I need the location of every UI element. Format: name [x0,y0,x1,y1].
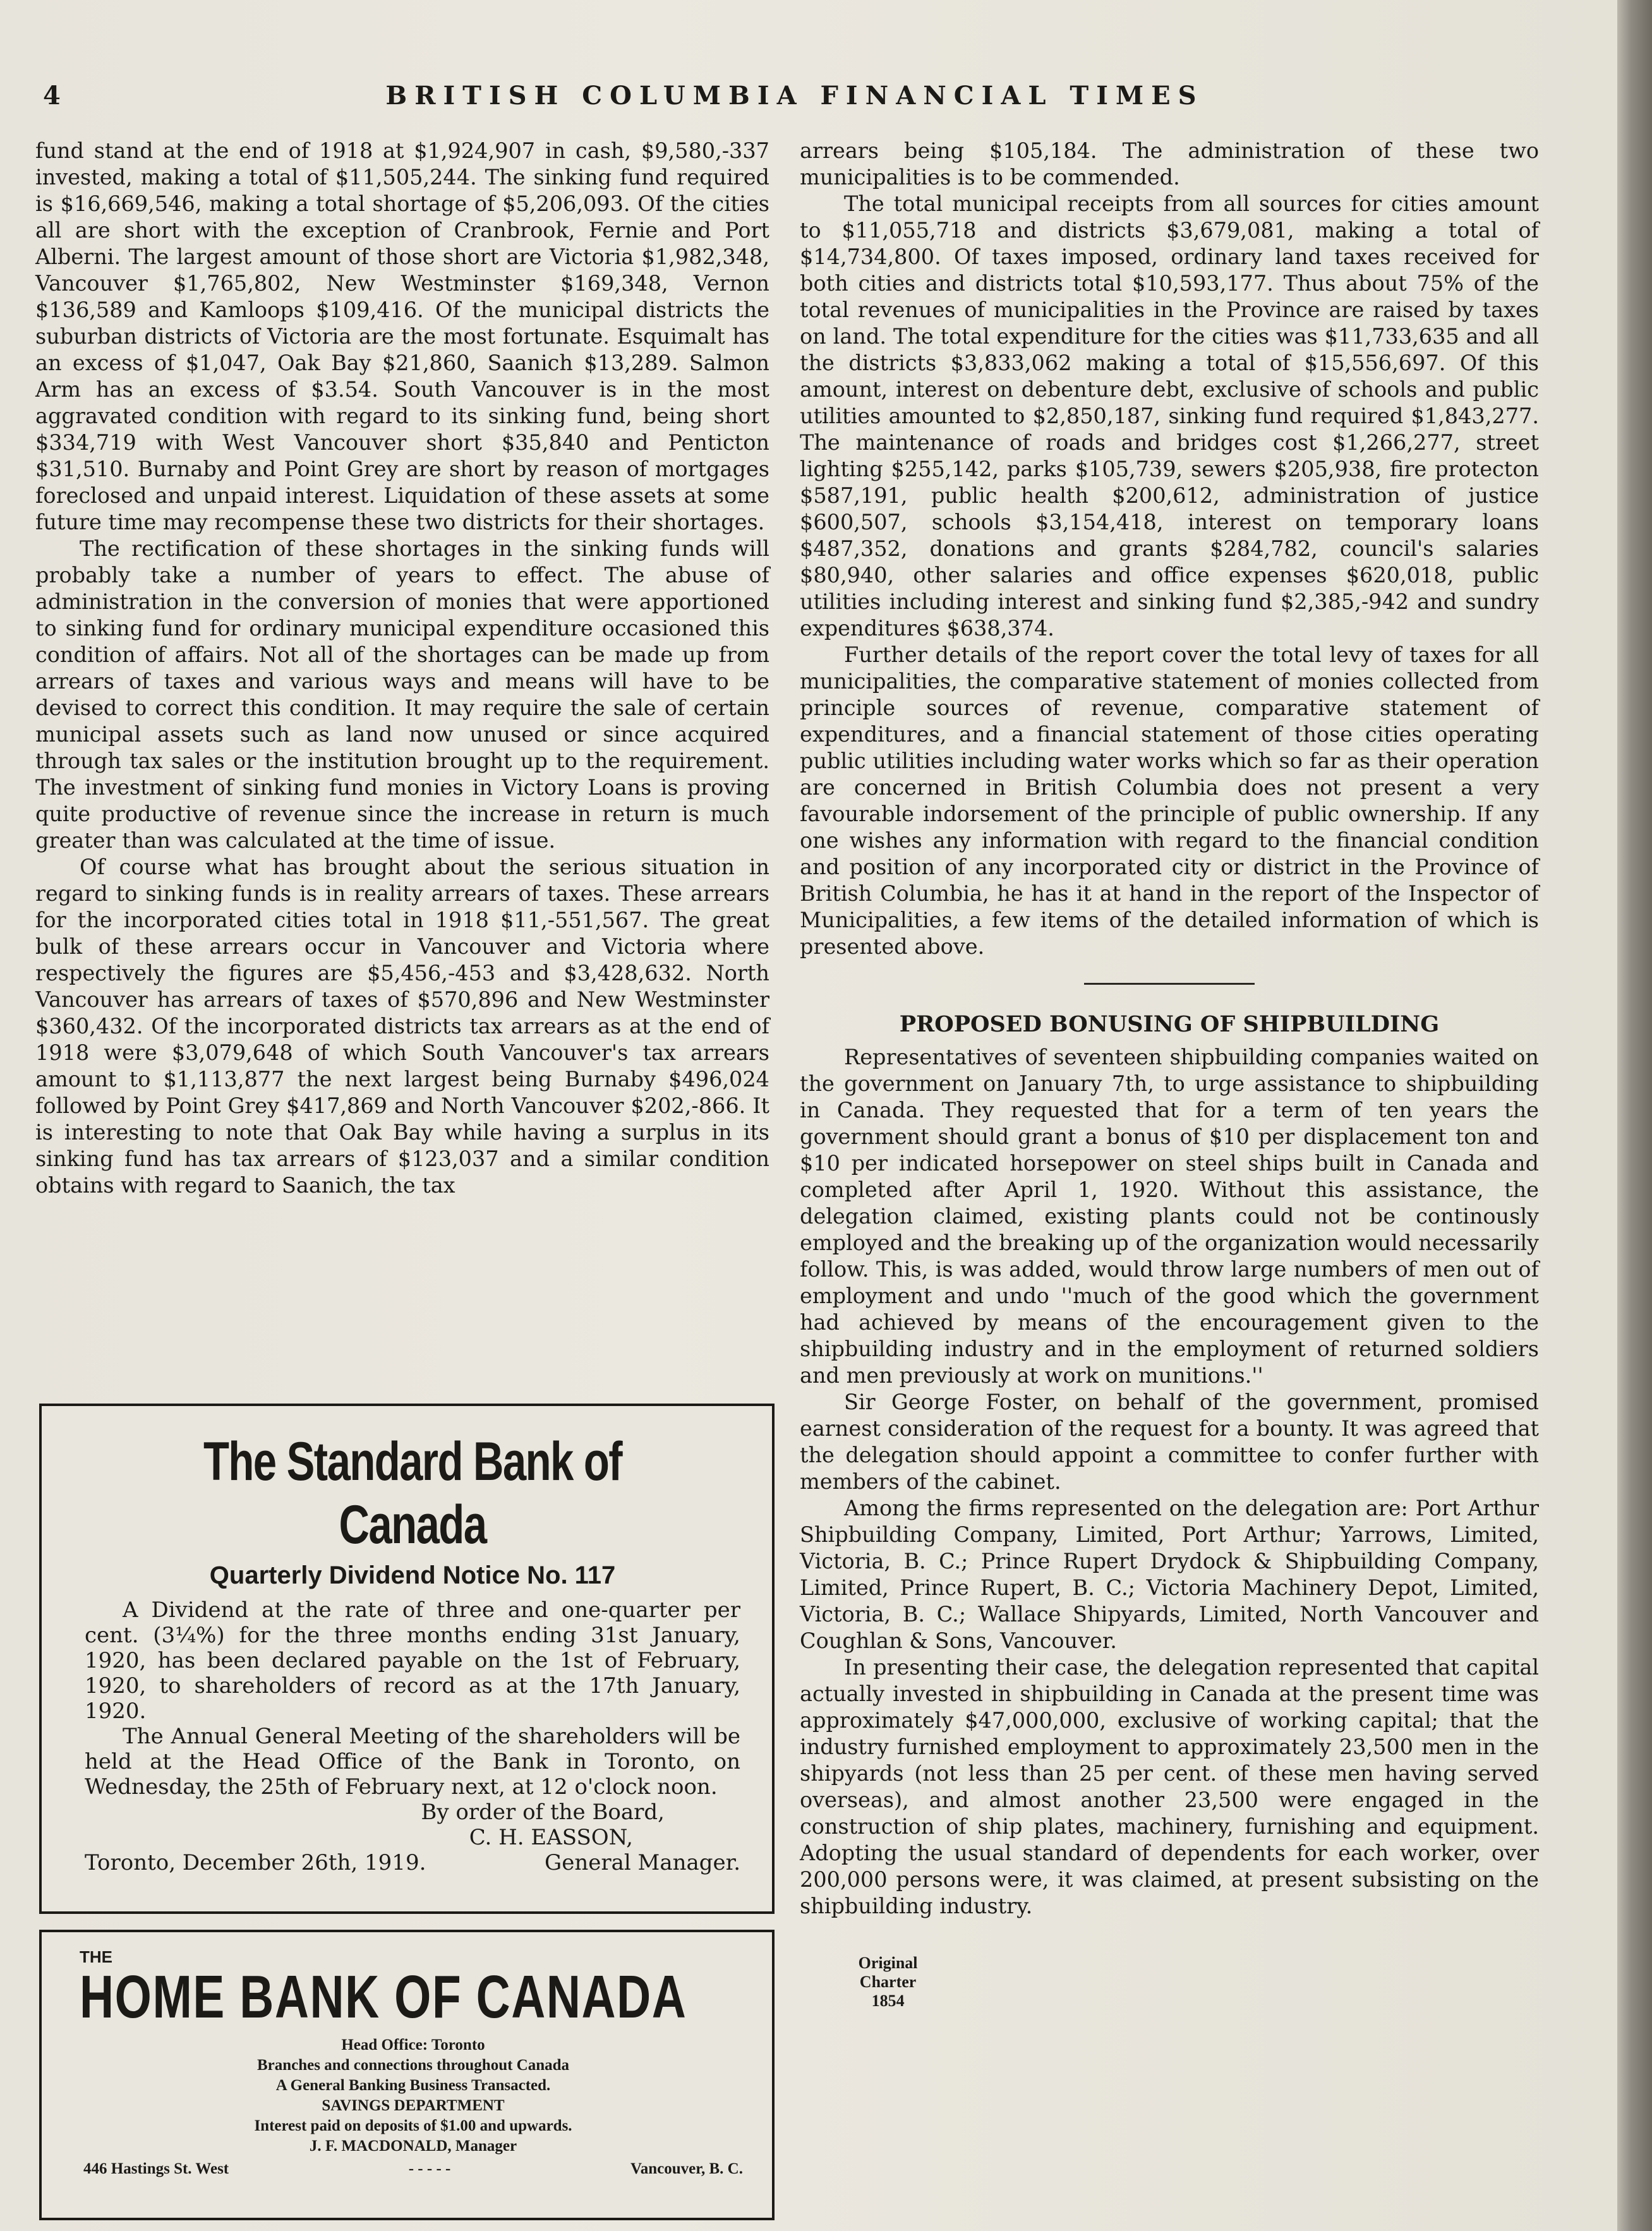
article-paragraph: fund stand at the end of 1918 at $1,924,907 in cash, $9,580,-337 invested, making a total of $11,505,244. The sinking fund required is $16,669,546, making a total shortage of $5,206,093. Of the cities all are short with the exception of Cranbrook, Fernie and Port Alberni. The largest amount of those short are Victoria $1,982,348, Vancouver $1,765,802, New Westminster $169,348, Vernon $136,589 and Kamloops $109,416. Of the municipal districts the suburban districts of Victoria are the most fortunate. Esquimalt has an excess of $1,047, Oak Bay $21,860, Saanich $13,289. Salmon Arm has an excess of $3.54. South Vancouver is in the most aggravated condition with regard to its sinking fund, being short $334,719 with West Vancouver short $35,840 and Penticton $31,510. Burnaby and Point Grey are short by reason of mortgages foreclosed and unpaid interest. Liquidation of these assets at some future time may recompense these two districts for their shortages. [35,138,769,534]
manager-line: J. F. MACDONALD, Manager [309,2138,517,2155]
city-address: Vancouver, B. C. [630,2160,743,2177]
place-date: Toronto, December 26th, 1919. [85,1850,426,1875]
savings-department-line: SAVINGS DEPARTMENT [322,2097,505,2114]
street-address: 446 Hastings St. West [83,2160,229,2177]
article-paragraph: Sir George Foster, on behalf of the government, promised earnest consideration of the request for a bounty. It was agreed that the delegation should appoint a committee to confer further with members of the cabinet. [800,1390,1539,1494]
article-paragraph: Further details of the report cover the total levy of taxes for all municipalities, the comparative statement of monies collected from principle sources of revenue, comparative statement of expenditures, and a financial statement of those cities operating public utilities including water works which so far as their operation are concerned in British Columbia does not present a very favourable indorsement of the principle of public ownership. If any one wishes any information with regard to the financial condition and position of any incorporated city or district in the Province of British Columbia, he has it at hand in the report of the Inspector of Municipalities, a few items of the detailed information of which is presented above. [800,642,1539,959]
home-bank-masthead [80,1947,918,2031]
article-paragraph: The total municipal receipts from all sources for cities amount to $11,055,718 and districts $3,679,081, making a total of $14,734,800. Of taxes imposed, ordinary land taxes received for both cities and districts total $10,593,177. Thus about 75% of the total revenues of municipalities in the Province are raised by taxes on land. The total expenditure for the cities was $11,733,635 and all the districts $3,833,062 making a total of $15,556,697. Of this amount, interest on debenture debt, exclusive of schools and public utilities amounted to $2,850,187, sinking fund required $1,843,277. The maintenance of roads and bridges cost $1,266,277, street lighting $255,142, parks $105,739, sewers $205,938, fire protecton $587,191, public health $200,612, administration of justice $600,507, schools $3,154,418, interest on temporary loans $487,352, donations and grants $284,782, council's salaries $80,940, other salaries and office expenses $620,018, public utilities including interest and sinking fund $2,385,-942 and sundry expenditures $638,374. [800,191,1539,640]
address-line [80,2160,747,2178]
signatory-title: General Manager. [545,1850,740,1875]
ad-paragraph: The Annual General Meeting of the shareholders will be held at the Head Office of the Bank in Toronto, on Wednesday, the 25th of February next, at 12 o'clock noon. [85,1724,740,1800]
right-column [800,138,1539,1920]
bank-name: The Standard Bank of Canada [203,1431,622,1555]
section-heading: PROPOSED BONUSING OF SHIPBUILDING [899,1011,1440,1037]
bank-name-prefix: THE [80,1947,112,1966]
charter-note [859,1954,918,2011]
ad-paragraph: A Dividend at the rate of three and one-quarter per cent. (3¼%) for the three months ending 31st January, 1920, has been declared payable on the 1st of February, 1920, to shareholders of record as at the 17th January, 1920. [85,1597,740,1724]
article-paragraph: Representatives of seventeen shipbuilding companies waited on the government on January 7th, to urge assistance to shipbuilding in Canada. They requested that for a term of ten years the government should grant a bonus of $10 per displacement ton and $10 per indicated horsepower on steel ships built in Canada and completed after April 1, 1920. Without this assistance, the delegation claimed, existing plants could not be continously employed and the breaking up of the organization would necessarily follow. This, is was added, would throw large numbers of men out of employment and undo ''much of the good which the government had achieved by means of the encouragement given to the shipbuilding industry and in the employment of returned soldiers and men previously at work on munitions.'' [800,1045,1539,1388]
home-bank-advertisement [39,1930,918,2220]
journal-title: BRITISH COLUMBIA FINANCIAL TIMES [385,81,1204,111]
charter-line: Charter [859,1973,917,1991]
address-dashes: - - - - - [408,2160,451,2177]
signatory-name: C. H. EASSON, [469,1825,633,1850]
head-office-line: Head Office: Toronto [341,2036,485,2054]
charter-year: 1854 [871,1992,905,2010]
page-number: 4 [43,81,61,111]
charter-line: Original [858,1954,918,1972]
bank-name: HOME BANK OF CANADA [80,1963,687,2031]
left-column [35,138,769,1199]
standard-bank-advertisement [39,1404,775,1914]
signature-row [85,1850,740,1875]
article-paragraph: Of course what has brought about the serious situation in regard to sinking funds is in reality arrears of taxes. These arrears for the incorporated cities total in 1918 $11,-551,567. The great bulk of these arrears occur in Vancouver and Victoria where respectively the figures are $5,456,-453 and $3,428,632. North Vancouver has arrears of taxes of $570,896 and New Westminster $360,432. Of the incorporated districts tax arrears as at the end of 1918 were $3,079,648 of which South Vancouver's tax arrears amount to $1,113,877 the next largest being Burnaby $496,024 followed by Point Grey $417,869 and North Vancouver $202,-866. It is interesting to note that Oak Bay while having a surplus in its sinking fund has tax arrears of $123,037 and a similar condition obtains with regard to Saanich, the tax [35,855,769,1198]
article-paragraph: The rectification of these shortages in the sinking funds will probably take a number of years to effect. The abuse of administration in the conversion of monies that were apportioned to sinking fund for ordinary municipal expenditure occasioned this condition of affairs. Not all of the shortages can be made up from arrears of taxes and various ways and means will have to be devised to correct this condition. It may require the sale of certain municipal assets such as land now unused or since acquired through tax sales or the institution brought up to the requirement. The investment of sinking fund monies in Victory Loans is proving quite productive of revenue since the increase in return is much greater than was calculated at the time of issue. [35,536,769,853]
page-binding-edge [1617,0,1652,2231]
article-paragraph: arrears being $105,184. The administration of these two municipalities is to be commended. [800,138,1539,189]
interest-line: Interest paid on deposits of $1.00 and upwards. [254,2117,572,2134]
article-paragraph: Among the firms represented on the delegation are: Port Arthur Shipbuilding Company, Limited, Port Arthur; Yarrows, Limited, Victoria, B. C.; Prince Rupert Drydock & Shipbuilding Company, Limited, Prince Rupert, B. C.; Victoria Machinery Depot, Limited, Victoria, B. C.; Wallace Shipyards, Limited, North Vancouver and Coughlan & Sons, Vancouver. [800,1496,1539,1653]
article-paragraph: In presenting their case, the delegation represented that capital actually invested in shipbuilding in Canada at the present time was approximately $47,000,000, exclusive of working capital; that the industry furnished employment to approximately 23,500 men in the shipyards (not less than 25 per cent. of these men having served overseas), and almost another 23,500 were engaged in the construction of ship plates, machinery, furnishing and equipment. Adopting the usual standard of dependents for each worker, over 200,000 persons were, it was claimed, at present subsisting on the shipbuilding industry. [800,1655,1539,1918]
dividend-notice-title: Quarterly Dividend Notice No. 117 [209,1561,616,1589]
by-order-line: By order of the Board, [421,1800,665,1825]
page-header [43,81,1546,119]
branches-line: Branches and connections throughout Canada [256,2057,570,2074]
section-divider [1084,983,1255,985]
general-business-line: A General Banking Business Transacted. [275,2077,551,2094]
